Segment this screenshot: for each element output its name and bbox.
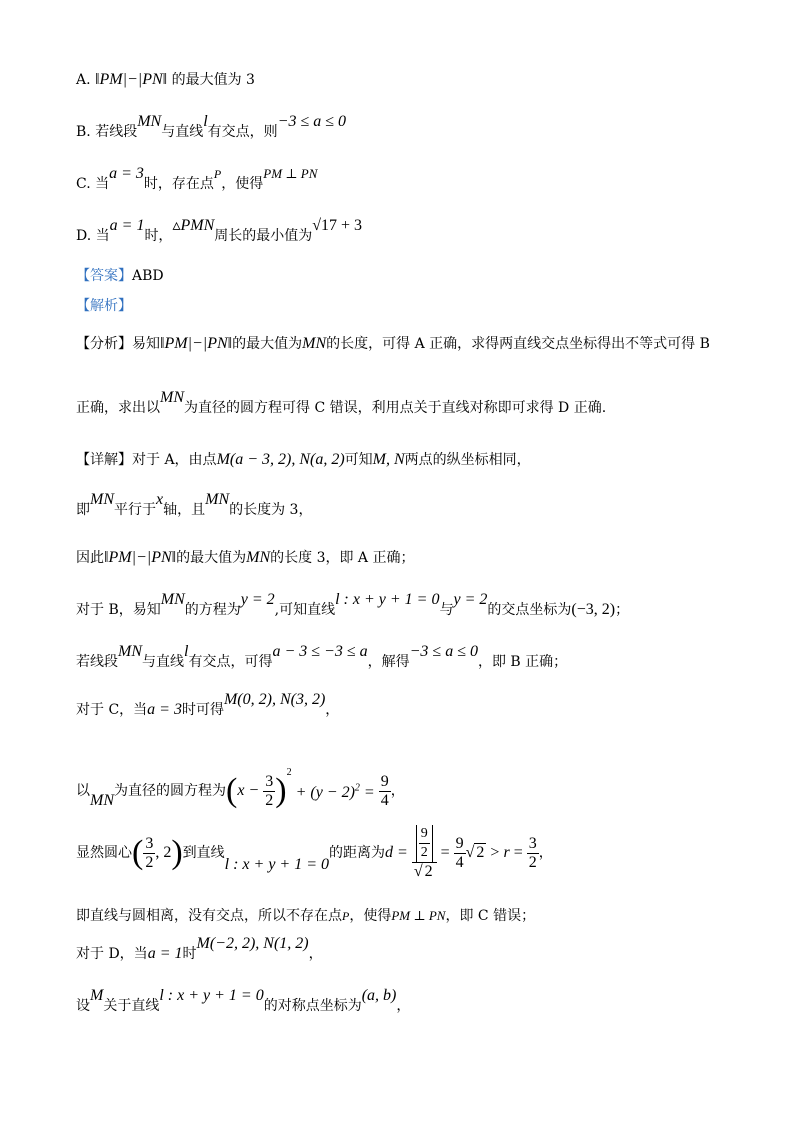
text: 显然圆心 (76, 845, 132, 861)
math-mn: MN (90, 491, 114, 508)
math-p: P (342, 909, 350, 923)
text: 对于 C，当 (76, 702, 148, 718)
fenxi-line-2 (76, 389, 607, 418)
text: 关于直线 (103, 998, 160, 1014)
math-mn: MN (118, 643, 142, 660)
text: 时，存在点 (143, 176, 214, 192)
answer-line (76, 266, 164, 286)
option-d (76, 217, 363, 246)
math-cond: a = 1 (147, 945, 183, 962)
text: 的长度为 3， (229, 502, 313, 518)
text: 平行于 (114, 502, 156, 518)
text: 因此 (76, 550, 104, 566)
math-expr: M(−2, 2), N(1, 2) (196, 935, 309, 952)
math-line: l : x + y + 1 = 0 (224, 856, 330, 873)
text: 与直线 (142, 654, 184, 670)
math-mn: MN (160, 591, 185, 608)
analysis-tag: 【解析】 (76, 298, 132, 314)
detail-d-2 (76, 987, 411, 1016)
math-expr: −3 ≤ a ≤ 0 (277, 113, 347, 130)
math-expr: y = 2 (453, 591, 488, 608)
text: 时 (182, 946, 197, 962)
math-x: x (156, 491, 164, 508)
math-mn: MN (90, 792, 114, 809)
text: 以 (76, 783, 90, 799)
text: 即直线与圆相离，没有交点，所以不存在点 (76, 908, 342, 924)
text: 为直径的圆方程为 (114, 783, 226, 799)
detail-c-3: 显然圆心( $\frac{3}{2}$ , 2)到直线l : x + y + 1 = 0的距离为d = $\frac{\frac{9}{2}}{√ 2}$ = $\frac{9}{4}$ √ 2 > r = $\frac{3}{2}$ ， (76, 826, 553, 880)
math-cond: a = 3 (147, 701, 182, 718)
math-p: P (213, 167, 222, 181)
math-expr: M(a − 3, 2), N(a, 2) (216, 451, 345, 468)
text: 有交点，可得 (188, 654, 273, 670)
detail-b-1 (76, 591, 630, 620)
text: 的长度，可得 A 正确，求得两直线交点坐标得出不等式可得 B (326, 336, 710, 352)
text: ，使得 (349, 908, 392, 924)
math-mn: MN (246, 549, 271, 566)
text: 与 (439, 602, 454, 618)
math-expr: y = 2 (240, 591, 275, 608)
math-expr: −3 ≤ a ≤ 0 (409, 643, 478, 660)
text: ， (308, 946, 323, 962)
option-b (76, 113, 347, 142)
text: 的最大值为 (176, 550, 247, 566)
text: 时， (144, 228, 173, 244)
detail-b-2 (76, 643, 568, 672)
math-point: (−3, 2) (571, 601, 616, 618)
math-expr: ‖PM|−|PN‖ (95, 71, 168, 88)
text: 到直线 (182, 845, 225, 861)
option-text: 的最大值为 3 (171, 72, 255, 88)
text: 的方程为 (184, 602, 241, 618)
text: 时可得 (181, 702, 224, 718)
math-mn: MN (205, 491, 230, 508)
text: 对于 A，由点 (132, 452, 217, 468)
math-l: l (184, 643, 189, 660)
text: 的最大值为 (232, 336, 303, 352)
text: 正确，求出以 (76, 400, 160, 416)
option-label: A. (76, 72, 91, 88)
math-line: l : x + y + 1 = 0 (335, 591, 440, 608)
text: 为直径的圆方程可得 C 错误，利用点关于直线对称即可求得 D 正确. (184, 400, 607, 416)
text: ,可知直线 (274, 602, 336, 618)
fenxi-line-1 (76, 334, 710, 354)
detail-a-3 (76, 548, 415, 568)
option-a (76, 70, 255, 90)
math-line: l : x + y + 1 = 0 (159, 987, 264, 1004)
math-expr: PM ⊥ PN (263, 166, 318, 181)
detail-tag: 【详解】 (76, 452, 132, 468)
text: 可知 (344, 452, 373, 468)
fraction-9-4: $\frac{9}{4}$ (455, 834, 464, 871)
text: 即 (76, 502, 90, 518)
answer-value: ABD (132, 268, 164, 284)
text: 当 (95, 228, 110, 244)
text: ，使得 (221, 176, 264, 192)
distance-fraction: $\frac{\frac{9}{2}}{√ 2}$ (412, 825, 437, 881)
answer-tag: 【答案】 (76, 268, 132, 284)
math-tri: ▵PMN (172, 217, 215, 234)
text: ； (615, 602, 630, 618)
text: 若线段 (95, 124, 138, 140)
math-mn: M, N (372, 451, 405, 468)
text: 周长的最小值为 (214, 228, 313, 244)
text: 对于 B，易知 (76, 602, 161, 618)
option-label: B. (76, 124, 91, 140)
text: 的交点坐标为 (487, 602, 572, 618)
math-mn: MN (137, 113, 162, 130)
analysis-heading (76, 296, 132, 316)
math-expr: √17 + 3 (312, 217, 363, 234)
math-expr: ‖PM|−|PN‖ (160, 335, 233, 352)
text: 的距离为 (329, 845, 386, 861)
text: 的长度 3，即 A 正确； (270, 550, 415, 566)
math-l: l (203, 113, 208, 130)
detail-d-1 (76, 935, 323, 964)
math-expr: M(0, 2), N(3, 2) (223, 691, 326, 708)
fraction-3-2: $\frac{3}{2}$ (265, 772, 274, 809)
math-expr: PM ⊥ PN (391, 908, 446, 923)
math-cond: a = 1 (109, 217, 145, 234)
math-mn: MN (160, 389, 184, 406)
text: ，解得 (367, 654, 410, 670)
text: ， (325, 702, 340, 718)
math-point: (a, b) (361, 987, 397, 1004)
math-expr: a − 3 ≤ −3 ≤ a (272, 643, 368, 660)
text: 两点的纵坐标相同， (404, 452, 531, 468)
option-label: D. (76, 228, 92, 244)
text: 设 (76, 998, 90, 1014)
text: 对于 D，当 (76, 946, 148, 962)
option-label: C. (76, 176, 91, 192)
text: ，即 C 错误； (445, 908, 536, 924)
fraction-9-4: $\frac{9}{4}$ (380, 772, 389, 809)
detail-c-4 (76, 906, 535, 926)
fenxi-tag: 【分析】 (76, 336, 132, 352)
text: 与直线 (161, 124, 204, 140)
detail-c-2: 以MN为直径的圆方程为(x − $\frac{3}{2}$ )$^2 + (y - 2)^2$ = $\frac{9}{4}$ ， (76, 767, 405, 809)
math-cond: a = 3 (109, 165, 144, 182)
detail-a-2 (76, 491, 313, 520)
detail-c-1 (76, 691, 340, 720)
text: ，即 B 正确； (477, 654, 568, 670)
text: 易知 (132, 336, 160, 352)
text: 轴，且 (163, 502, 206, 518)
fraction-3-2: $\frac{3}{2}$ (528, 834, 537, 871)
fraction-3-2: $\frac{3}{2}$ (145, 834, 154, 871)
text: 有交点，则 (207, 124, 278, 140)
math-m: M (90, 987, 104, 1004)
text: ， (396, 998, 411, 1014)
text: 当 (95, 176, 110, 192)
math-mn: MN (302, 335, 327, 352)
text: 的对称点坐标为 (263, 998, 362, 1014)
math-expr: ‖PM|−|PN‖ (104, 549, 177, 566)
detail-a-1 (76, 450, 531, 470)
option-c (76, 165, 318, 194)
text: 若线段 (76, 654, 118, 670)
